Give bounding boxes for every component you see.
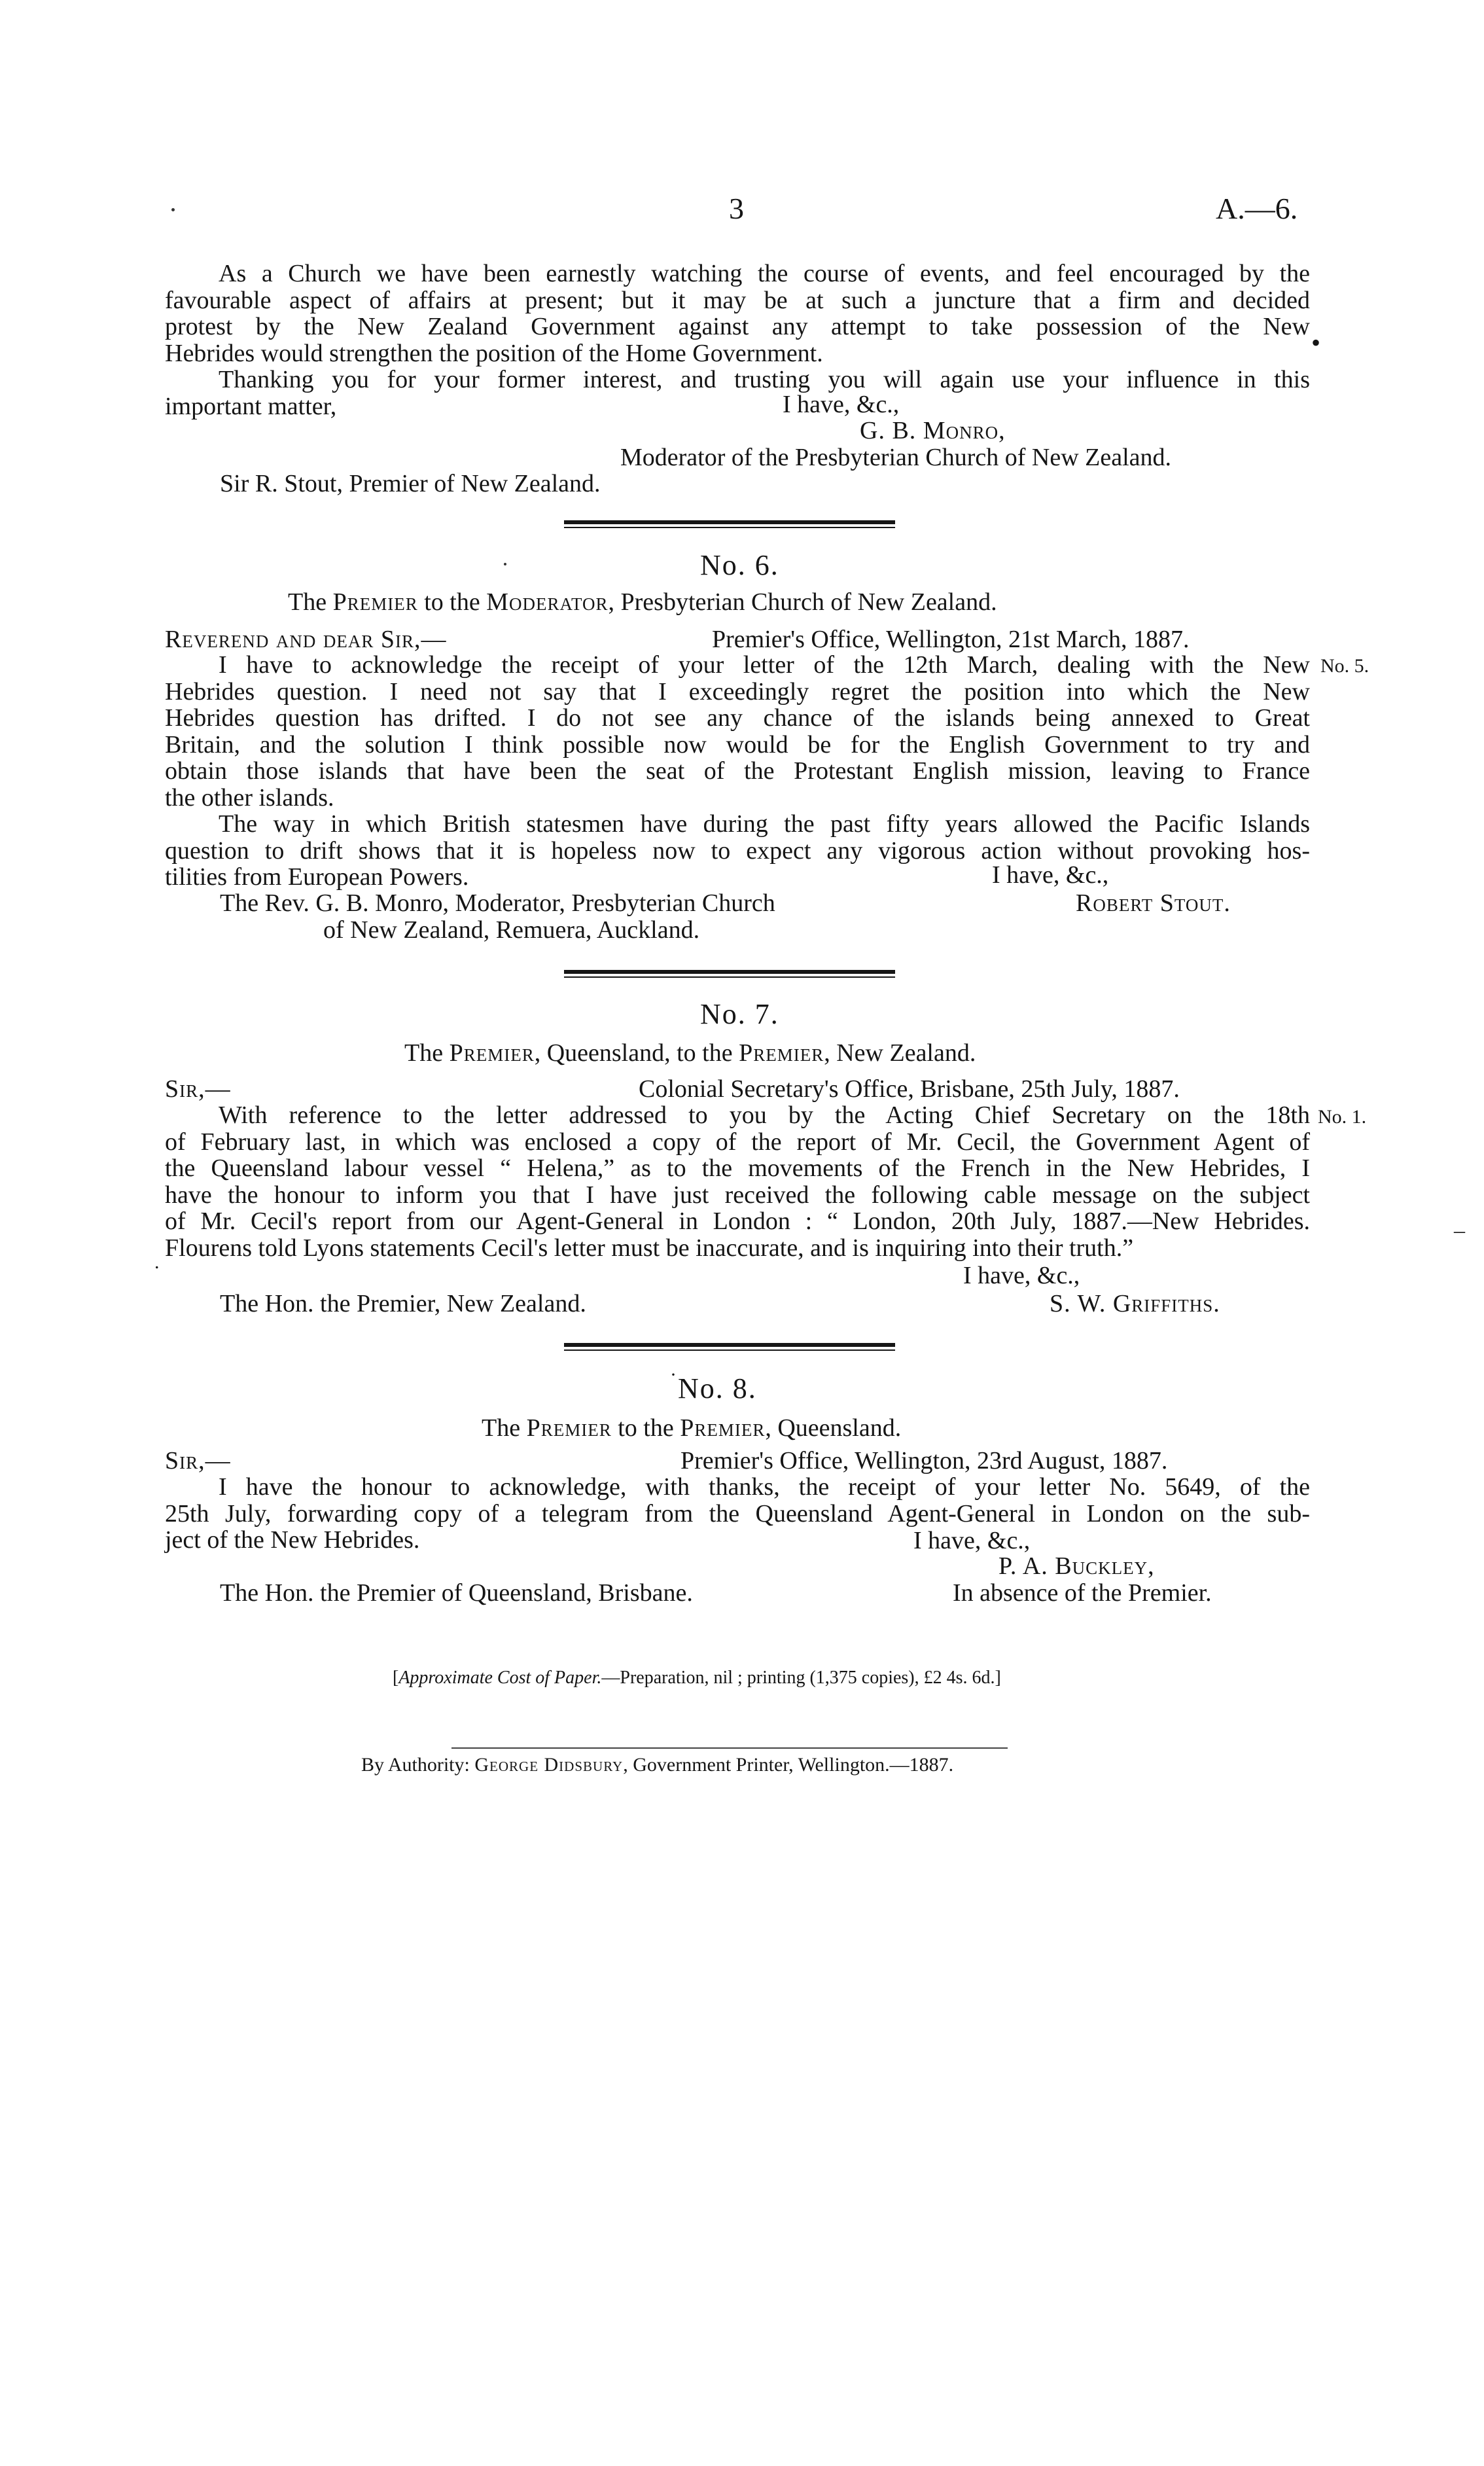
heading-part: Premier <box>680 1414 766 1442</box>
heading-part: to the <box>417 588 487 616</box>
margin-dot-mark: . <box>154 1251 160 1273</box>
text-line: of Mr. Cecil's report from our Agent-General in London : “ London, 20th July, 1887.—New Hebrides. <box>165 1207 1310 1235</box>
letter6-margin-ref: No. 5. <box>1320 655 1369 677</box>
letter8-signature: P. A. Buckley, <box>998 1552 1155 1580</box>
heading-part: , Queensland. <box>765 1414 902 1442</box>
letter5-closing: I have, &c., <box>783 391 900 418</box>
letter6-closing: I have, &c., <box>992 861 1109 889</box>
section-divider <box>564 1349 895 1351</box>
letter6-heading <box>288 588 997 616</box>
letter8-signature-note: In absence of the Premier. <box>953 1579 1212 1607</box>
heading-part: The <box>288 588 333 616</box>
letter6-place-date: Premier's Office, Wellington, 21st March, 1887. <box>712 626 1190 653</box>
letter6-addressee-line-1: The Rev. G. B. Monro, Moderator, Presbyterian Church <box>220 889 775 917</box>
text-line: Hebrides question. I need not say that I exceedingly regret the position into which the New <box>165 677 1310 706</box>
margin-speck <box>504 563 506 565</box>
text-line: ject of the New Hebrides. <box>165 1526 420 1554</box>
printer-imprint <box>361 1754 953 1776</box>
letter6-signature: Robert Stout. <box>1076 889 1231 917</box>
heading-part: Premier <box>526 1414 612 1442</box>
text-line: Flourens told Lyons statements Cecil's letter must be inaccurate, and is inquiring into their truth.” <box>165 1234 1134 1262</box>
letter7-closing: I have, &c., <box>963 1262 1080 1289</box>
heading-part: , New Zealand. <box>824 1039 976 1067</box>
letter7-signature: S. W. Griffiths. <box>1050 1290 1220 1317</box>
letter6-addressee-line-2: of New Zealand, Remuera, Auckland. <box>323 916 700 944</box>
heading-part: Moderator <box>486 588 609 616</box>
text-line: Britain, and the solution I think possible now would be for the English Government to try and <box>165 730 1310 759</box>
letter5-signature-title: Moderator of the Presbyterian Church of New Zealand. <box>620 444 1172 471</box>
text-line: 25th July, forwarding copy of a telegram from the Queensland Agent-General in London on the sub- <box>165 1499 1310 1528</box>
cost-bracket: [ <box>393 1668 399 1688</box>
section-divider <box>564 520 895 524</box>
letter7-salutation: Sir,— <box>165 1075 231 1103</box>
text-line: protest by the New Zealand Government against any attempt to take possession of the New <box>165 313 1310 340</box>
heading-part: The <box>404 1039 450 1067</box>
letter7-place-date: Colonial Secretary's Office, Brisbane, 25th July, 1887. <box>639 1075 1180 1103</box>
heading-part: , Presbyterian Church of New Zealand. <box>608 588 997 616</box>
margin-dot-mark: · <box>670 1364 677 1385</box>
footer-rule <box>451 1747 1008 1749</box>
text-line: of February last, in which was enclosed a copy of the report of Mr. Cecil, the Government Agent of <box>165 1128 1310 1156</box>
letter5-signature: G. B. Monro, <box>860 417 1006 444</box>
letter6-paragraph-2 <box>165 811 1310 891</box>
letter5-paragraph-1 <box>165 260 1310 366</box>
letter7-addressee: The Hon. the Premier, New Zealand. <box>220 1290 586 1317</box>
letter7-paragraph-1 <box>165 1102 1310 1261</box>
heading-part: , Queensland, to the <box>534 1039 739 1067</box>
text-line: I have the honour to acknowledge, with thanks, the receipt of your letter No. 5649, of the <box>219 1473 1310 1501</box>
text-line: I have to acknowledge the receipt of your letter of the 12th March, dealing with the New <box>219 651 1310 679</box>
letter5-addressee: Sir R. Stout, Premier of New Zealand. <box>220 470 601 497</box>
text-line: the other islands. <box>165 783 334 812</box>
page-number: 3 <box>729 192 744 225</box>
text-line: tilities from European Powers. <box>165 863 469 891</box>
cost-label: Approximate Cost of Paper. <box>398 1668 602 1688</box>
text-line: Thanking you for your former interest, and trusting you will again use your influence in this <box>219 366 1310 393</box>
letter7-margin-ref: No. 1. <box>1318 1106 1367 1128</box>
imprint-suffix: , Government Printer, Wellington.—1887. <box>623 1754 954 1776</box>
letter5-paragraph-2 <box>165 366 1310 420</box>
printer-name: George Didsbury <box>474 1754 624 1776</box>
text-line: have the honour to inform you that I have just received the following cable message on the subject <box>165 1181 1310 1209</box>
letter-number-7: No. 7. <box>700 998 779 1030</box>
text-line: the Queensland labour vessel “ Helena,” as to the movements of the French in the New Hebrides, I <box>165 1154 1310 1182</box>
text-line: Hebrides would strengthen the position of the Home Government. <box>165 339 823 367</box>
margin-speck <box>171 208 175 211</box>
letter8-addressee: The Hon. the Premier of Queensland, Brisbane. <box>220 1579 693 1607</box>
heading-part: The <box>482 1414 527 1442</box>
letter8-place-date: Premier's Office, Wellington, 23rd August, 1887. <box>680 1447 1168 1474</box>
heading-part: Premier <box>449 1039 535 1067</box>
text-line: question to drift shows that it is hopeless now to expect any vigorous action without provoking hos- <box>165 836 1310 865</box>
cost-text: —Preparation, nil ; printing (1,375 copies), £2 4s. 6d.] <box>601 1668 1001 1688</box>
imprint-prefix: By Authority: <box>361 1754 475 1776</box>
section-divider <box>564 1343 895 1347</box>
letter6-paragraph-1 <box>165 652 1310 811</box>
heading-part: to the <box>611 1414 680 1442</box>
letter6-salutation: Reverend and dear Sir,— <box>165 626 447 653</box>
paper-id: A.—6. <box>1216 192 1298 225</box>
heading-part: Premier <box>332 588 418 616</box>
letter8-heading <box>482 1414 901 1442</box>
letter7-heading <box>404 1039 976 1067</box>
letter8-salutation: Sir,— <box>165 1447 231 1474</box>
text-line: obtain those islands that have been the seat of the Protestant English mission, leaving to France <box>165 757 1310 785</box>
text-line: The way in which British statesmen have during the past fifty years allowed the Pacific Islands <box>219 810 1310 838</box>
section-divider <box>564 976 895 978</box>
letter8-paragraph-1 <box>165 1474 1310 1554</box>
text-line: As a Church we have been earnestly watching the course of events, and feel encouraged by the <box>219 260 1310 287</box>
cost-of-paper-note <box>393 1668 1001 1689</box>
text-line: important matter, <box>165 392 337 420</box>
letter-number-8: No. 8. <box>678 1372 757 1404</box>
text-line: Hebrides question has drifted. I do not see any chance of the islands being annexed to Great <box>165 704 1310 732</box>
letter8-closing: I have, &c., <box>913 1527 1031 1554</box>
section-divider <box>564 527 895 528</box>
margin-dash-mark: – <box>1454 1219 1465 1243</box>
margin-dot-mark: • <box>1311 328 1321 357</box>
heading-part: Premier <box>739 1039 824 1067</box>
letter-number-6: No. 6. <box>700 549 779 581</box>
text-line: With reference to the letter addressed to you by the Acting Chief Secretary on the 18th <box>219 1101 1310 1129</box>
section-divider <box>564 970 895 974</box>
text-line: favourable aspect of affairs at present; but it may be at such a juncture that a firm and decided <box>165 286 1310 314</box>
